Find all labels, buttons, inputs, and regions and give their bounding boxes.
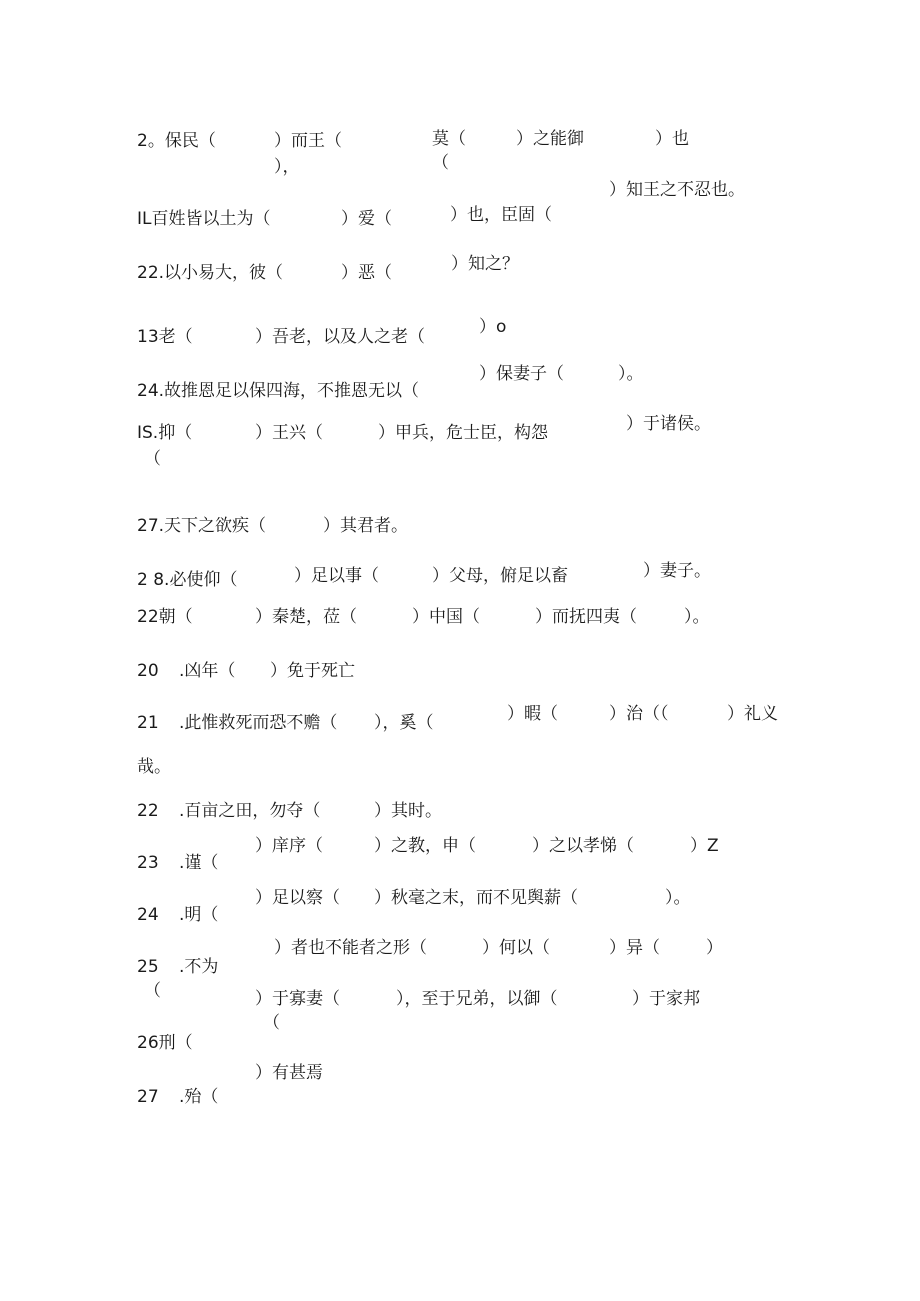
- text-fragment: 哉。: [137, 757, 171, 777]
- text-fragment: 21: [137, 713, 159, 733]
- text-fragment: ）于家邦: [632, 989, 700, 1009]
- text-fragment: ）中国（: [412, 607, 480, 627]
- text-fragment: .此惟救死而恐不赡（: [179, 713, 338, 733]
- text-fragment: ）足以事（: [294, 566, 379, 586]
- text-fragment: 20: [137, 661, 159, 681]
- text-fragment: ）王兴（: [255, 423, 323, 443]
- text-fragment: .凶年（: [179, 661, 236, 681]
- text-fragment: ）: [706, 938, 723, 958]
- text-fragment: 24: [137, 905, 159, 925]
- text-fragment: ）于寡妻（: [255, 989, 340, 1009]
- text-fragment: ）知王之不忍也。: [609, 180, 745, 200]
- text-fragment: ）父母，俯足以畜: [432, 566, 568, 586]
- text-fragment: ）。: [684, 607, 710, 627]
- text-fragment: ）何以（: [482, 938, 550, 958]
- text-fragment: ）之以孝悌（: [532, 836, 634, 856]
- text-fragment: ），奚（: [374, 713, 434, 733]
- text-fragment: ）之教，申（: [374, 836, 476, 856]
- text-fragment: 27: [137, 1087, 159, 1107]
- text-fragment: （: [144, 449, 161, 469]
- text-fragment: ）暇（: [507, 704, 558, 724]
- text-fragment: ）Z: [690, 836, 719, 856]
- text-fragment: IL百姓皆以土为（: [137, 209, 271, 229]
- text-fragment: ）礼义: [727, 704, 778, 724]
- text-fragment: .明（: [179, 905, 219, 925]
- text-fragment: ）恶（: [341, 263, 392, 283]
- text-fragment: ）其时。: [374, 801, 442, 821]
- text-fragment: ）而王（: [274, 131, 342, 151]
- text-fragment: ）爱（: [341, 209, 392, 229]
- text-fragment: ）。: [618, 364, 644, 384]
- text-fragment: ）而抚四夷（: [535, 607, 637, 627]
- text-fragment: 26刑（: [137, 1033, 193, 1053]
- text-fragment: 22: [137, 801, 159, 821]
- text-fragment: ）足以察（: [255, 888, 340, 908]
- text-fragment: （: [432, 153, 449, 173]
- text-fragment: （: [263, 1013, 280, 1033]
- text-fragment: ）也，臣固（: [450, 205, 552, 225]
- text-fragment: ）秋毫之末，而不见舆薪（: [374, 888, 578, 908]
- text-fragment: ）治（（: [609, 704, 669, 724]
- text-fragment: 2。保民（: [137, 131, 216, 151]
- text-fragment: 22.以小易大，彼（: [137, 263, 284, 283]
- text-fragment: ）保妻子（: [479, 364, 564, 384]
- text-fragment: 莫（: [432, 129, 466, 149]
- text-fragment: 27.天下之欲疾（: [137, 516, 267, 536]
- text-fragment: ）庠序（: [255, 836, 323, 856]
- text-fragment: （: [144, 981, 161, 1001]
- text-fragment: ）之能御: [516, 129, 584, 149]
- text-fragment: ）有甚焉: [255, 1063, 323, 1083]
- text-fragment: ）妻子。: [643, 561, 711, 581]
- text-fragment: ），: [274, 157, 300, 177]
- text-fragment: ）者也不能者之形（: [274, 938, 427, 958]
- text-fragment: ）也: [655, 129, 689, 149]
- text-fragment: 13老（: [137, 327, 193, 347]
- text-fragment: ）秦楚，莅（: [255, 607, 357, 627]
- text-fragment: ）。: [665, 888, 691, 908]
- text-fragment: .殆（: [179, 1087, 219, 1107]
- text-fragment: .谨（: [179, 853, 219, 873]
- text-fragment: .不为: [179, 957, 219, 977]
- text-fragment: 2 8.必使仰（: [137, 570, 238, 590]
- text-fragment: .百亩之田，勿夺（: [179, 801, 321, 821]
- text-fragment: 25: [137, 957, 159, 977]
- text-fragment: IS.抑（: [137, 423, 193, 443]
- text-fragment: ）异（: [609, 938, 660, 958]
- text-fragment: ）甲兵，危士臣，构怨: [378, 423, 548, 443]
- text-fragment: ），至于兄弟，以御（: [396, 989, 558, 1009]
- text-fragment: ）知之？: [451, 254, 519, 274]
- text-fragment: 22朝（: [137, 607, 193, 627]
- text-fragment: ）吾老，以及人之老（: [255, 327, 425, 347]
- text-fragment: ）o: [479, 317, 507, 337]
- text-fragment: 24.故推恩足以保四海，不推恩无以（: [137, 381, 420, 401]
- text-fragment: ）其君者。: [323, 516, 408, 536]
- text-fragment: ）免于死亡: [270, 661, 355, 681]
- text-fragment: 23: [137, 853, 159, 873]
- text-fragment: ）于诸侯。: [626, 414, 711, 434]
